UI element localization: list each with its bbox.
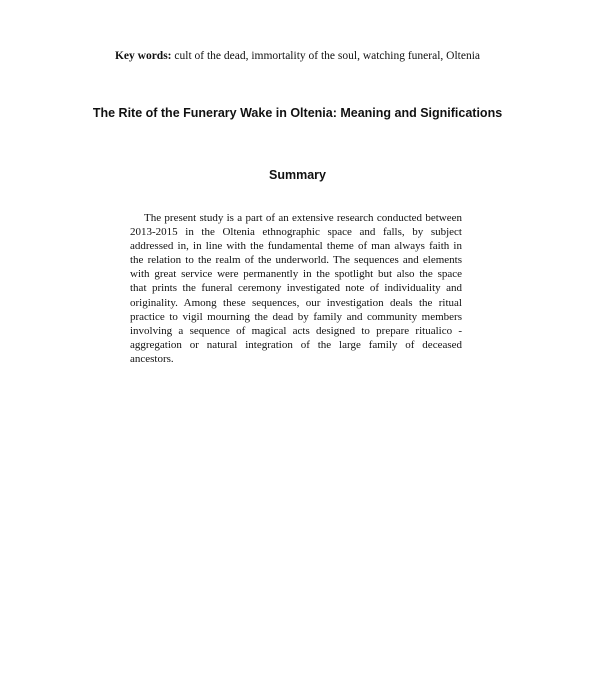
keywords-label: Key words: bbox=[114, 50, 172, 62]
summary-line: ancestors. bbox=[130, 352, 174, 365]
summary-line: addressed in, in line with the fundamental theme of man always faith in bbox=[130, 240, 462, 253]
summary-line: 2013-2015 in the Oltenia ethnographic space and falls, by subject bbox=[130, 226, 462, 239]
summary-line: involving a sequence of magical acts designed to prepare ritualico - bbox=[130, 324, 462, 337]
summary-line: that prints the funeral ceremony investigated note of individuality and bbox=[130, 282, 462, 295]
summary-line: originality. Among these sequences, our investigation deals the ritual bbox=[130, 296, 462, 309]
summary-line: The present study is a part of an extensive research conducted between bbox=[144, 212, 462, 224]
summary-line: aggregation or natural integration of the large family of deceased bbox=[130, 338, 462, 351]
summary-paragraph bbox=[130, 211, 462, 366]
keywords-text: cult of the dead, immortality of the soul, watching funeral, Oltenia bbox=[174, 50, 481, 62]
summary-line: practice to vigil mourning the dead by family and community members bbox=[130, 310, 462, 323]
summary-line: with great service were permanently in the spotlight but also the space bbox=[130, 268, 462, 281]
keywords-line bbox=[0, 49, 595, 63]
summary-heading: Summary bbox=[269, 168, 326, 182]
summary-line: the relation to the realm of the underworld. The sequences and elements bbox=[130, 254, 462, 267]
article-title: The Rite of the Funerary Wake in Oltenia: Meaning and Significations bbox=[92, 106, 503, 120]
